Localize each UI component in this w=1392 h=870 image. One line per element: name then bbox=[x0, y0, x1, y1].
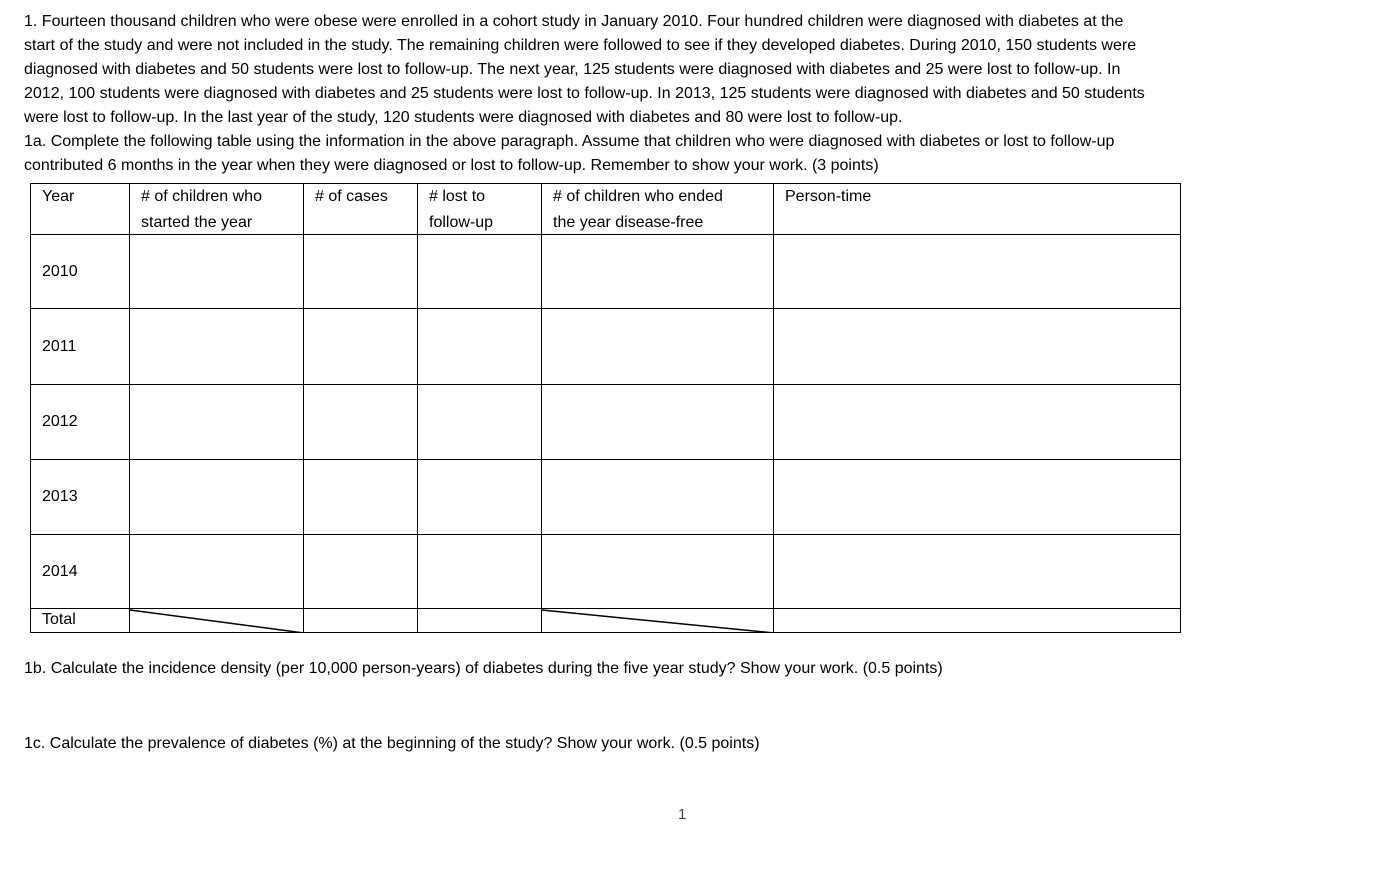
paragraph-line: contributed 6 months in the year when they were diagnosed or lost to follow-up. Remember to show your work. (3 points) bbox=[24, 157, 879, 174]
paragraph-line: 2012, 100 students were diagnosed with diabetes and 25 students were lost to follow-up. In 2013, 125 students were diagnosed with diabetes and 50 students bbox=[24, 85, 1145, 102]
page-number: 1 bbox=[678, 806, 687, 823]
total-label: Total bbox=[30, 608, 130, 633]
header-children-started bbox=[129, 183, 304, 235]
year-label: 2013 bbox=[30, 459, 130, 535]
cell-children-started[interactable] bbox=[129, 384, 304, 460]
header-year bbox=[30, 183, 130, 235]
cell-lost-to-follow-up[interactable] bbox=[417, 384, 542, 460]
cell-children-disease-free[interactable] bbox=[541, 234, 774, 309]
header-text: started the year bbox=[141, 214, 253, 231]
header-text: Person-time bbox=[785, 188, 872, 205]
paragraph-line: 1. Fourteen thousand children who were obese were enrolled in a cohort study in January 2010. Four hundred children were diagnosed with diabetes at the bbox=[24, 13, 1124, 30]
header-text: follow-up bbox=[429, 214, 494, 231]
diagonal-strike bbox=[130, 609, 304, 633]
cell-children-disease-free[interactable] bbox=[541, 459, 774, 535]
cell-cases[interactable] bbox=[303, 384, 418, 460]
cell-cases[interactable] bbox=[303, 234, 418, 309]
total-lost-to-follow-up[interactable] bbox=[417, 608, 542, 633]
total-children-started bbox=[129, 608, 304, 633]
cell-children-started[interactable] bbox=[129, 459, 304, 535]
paragraph-line: diagnosed with diabetes and 50 students were lost to follow-up. The next year, 125 students were diagnosed with diabetes and 25 were lost to follow-up. In bbox=[24, 61, 1121, 78]
cell-person-time[interactable] bbox=[773, 308, 1181, 385]
cell-cases[interactable] bbox=[303, 459, 418, 535]
question-1b: 1b. Calculate the incidence density (per 10,000 person-years) of diabetes during the five year study? Show your work. (0.5 points) bbox=[24, 660, 943, 677]
total-cases[interactable] bbox=[303, 608, 418, 633]
question-1-paragraph bbox=[24, 10, 1145, 178]
year-label: 2014 bbox=[30, 534, 130, 609]
header-text: # of children who bbox=[141, 188, 262, 205]
header-text: the year disease-free bbox=[553, 214, 704, 231]
cell-person-time[interactable] bbox=[773, 234, 1181, 309]
cell-lost-to-follow-up[interactable] bbox=[417, 234, 542, 309]
header-children-disease-free bbox=[541, 183, 774, 235]
year-label: 2011 bbox=[30, 308, 130, 385]
paragraph-line: were lost to follow-up. In the last year of the study, 120 students were diagnosed with diabetes and 80 were lost to follow-up. bbox=[24, 109, 903, 126]
year-label: 2010 bbox=[30, 234, 130, 309]
cell-children-started[interactable] bbox=[129, 308, 304, 385]
cell-lost-to-follow-up[interactable] bbox=[417, 459, 542, 535]
header-text: # lost to bbox=[429, 188, 486, 205]
cell-cases[interactable] bbox=[303, 308, 418, 385]
header-lost-to-follow-up bbox=[417, 183, 542, 235]
cell-lost-to-follow-up[interactable] bbox=[417, 534, 542, 609]
paragraph-line: 1a. Complete the following table using the information in the above paragraph. Assume that children who were diagnosed with diabetes or lost to follow-up bbox=[24, 133, 1115, 150]
cell-children-disease-free[interactable] bbox=[541, 534, 774, 609]
cell-lost-to-follow-up[interactable] bbox=[417, 308, 542, 385]
cell-children-disease-free[interactable] bbox=[541, 384, 774, 460]
cell-children-started[interactable] bbox=[129, 234, 304, 309]
total-children-disease-free bbox=[541, 608, 774, 633]
cell-children-started[interactable] bbox=[129, 534, 304, 609]
diagonal-strike bbox=[542, 609, 774, 633]
person-time-table bbox=[30, 183, 1180, 632]
cell-person-time[interactable] bbox=[773, 534, 1181, 609]
cell-cases[interactable] bbox=[303, 534, 418, 609]
cell-person-time[interactable] bbox=[773, 459, 1181, 535]
header-text: # of cases bbox=[315, 188, 388, 205]
total-person-time[interactable] bbox=[773, 608, 1181, 633]
year-label: 2012 bbox=[30, 384, 130, 460]
header-text: # of children who ended bbox=[553, 188, 723, 205]
cell-person-time[interactable] bbox=[773, 384, 1181, 460]
cell-children-disease-free[interactable] bbox=[541, 308, 774, 385]
paragraph-line: start of the study and were not included in the study. The remaining children were followed to see if they developed diabetes. During 2010, 150 students were bbox=[24, 37, 1137, 54]
header-person-time bbox=[773, 183, 1181, 235]
question-1c: 1c. Calculate the prevalence of diabetes (%) at the beginning of the study? Show your work. (0.5 points) bbox=[24, 735, 760, 752]
header-cases bbox=[303, 183, 418, 235]
header-text: Year bbox=[42, 188, 75, 205]
